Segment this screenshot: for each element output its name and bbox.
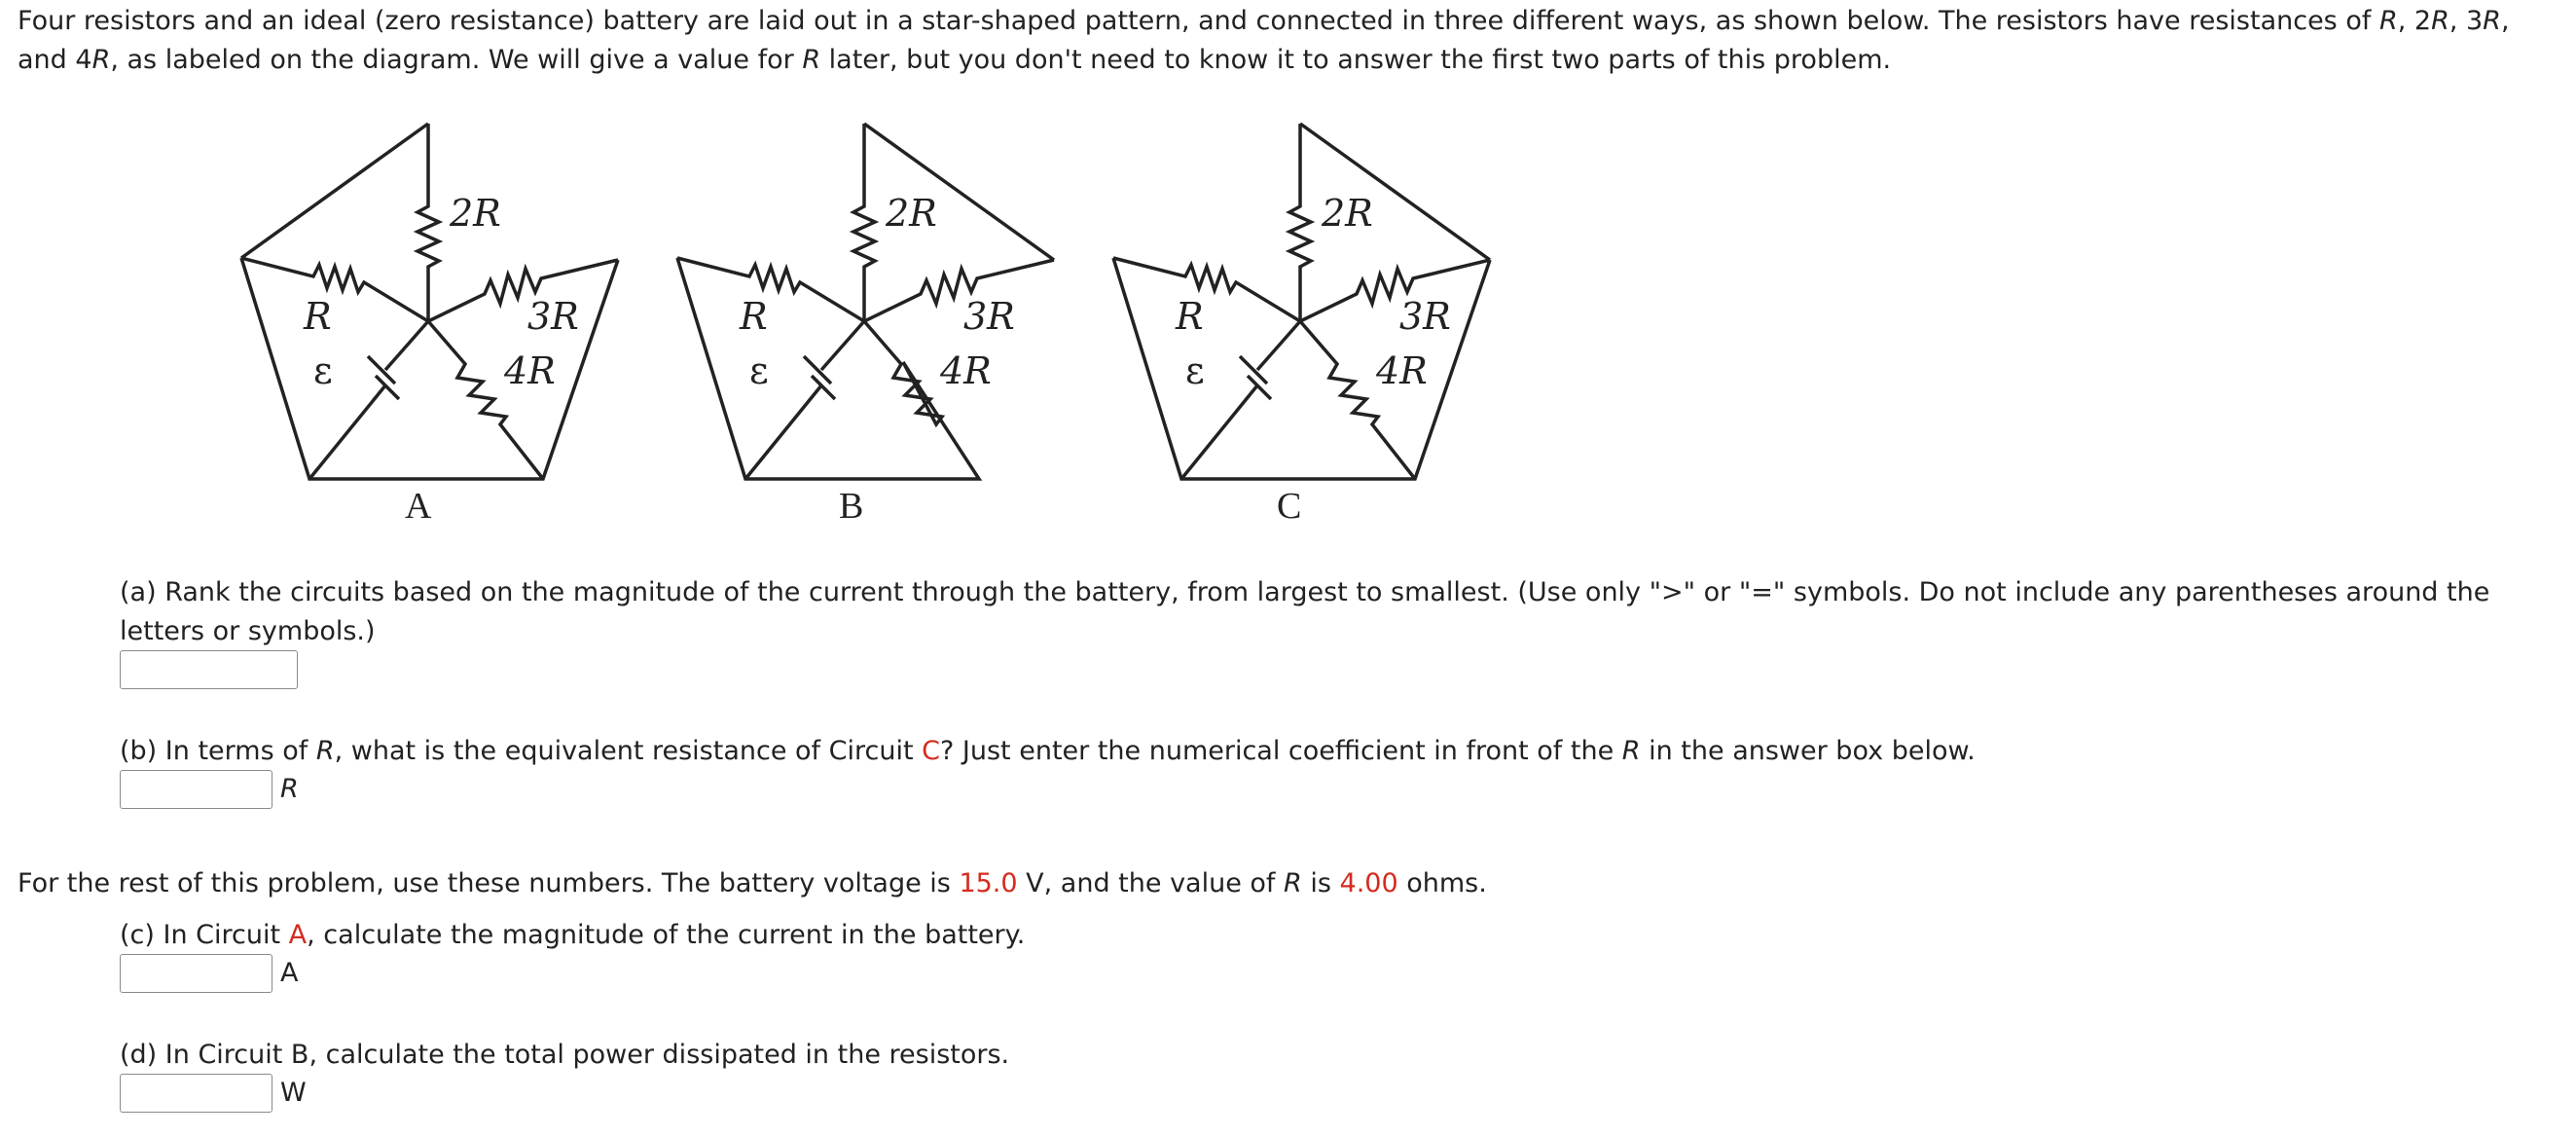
label-4r: 4R (1376, 349, 1428, 392)
part-a-question (120, 573, 2553, 651)
intro-sep: , 2 (2397, 6, 2432, 36)
part-c-question (120, 916, 1025, 955)
part-b-text: in the answer box below. (1640, 736, 1976, 766)
label-2r: 2R (886, 192, 937, 235)
intro-text-1: Four resistors and an ideal (zero resistance) battery are laid out in a star-shaped pattern, and connected in three different ways, as shown below. The resistors have resistances of (18, 6, 2379, 36)
part-c-text: , calculate the magnitude of the current in the battery. (307, 920, 1026, 950)
label-emf: ε (749, 349, 769, 392)
intro-sep: , and 4 (18, 6, 2510, 75)
circuit-label-a: A (405, 486, 432, 527)
label-r: R (1176, 295, 1204, 338)
intro-r: R (802, 45, 821, 75)
given-text: V, and the value of (1017, 868, 1285, 898)
given-values (18, 864, 1487, 903)
label-2r: 2R (450, 192, 501, 235)
part-c-answer-input[interactable] (120, 954, 272, 993)
intro-r: R (2431, 6, 2449, 36)
label-4r: 4R (504, 349, 556, 392)
label-3r: 3R (963, 295, 1015, 338)
label-emf: ε (313, 349, 333, 392)
intro-r: R (2378, 6, 2398, 36)
given-text: ohms. (1397, 868, 1487, 898)
part-c-circuit: A (288, 920, 308, 950)
part-b-r: R (1621, 736, 1641, 766)
part-b-unit: R (280, 774, 299, 804)
given-text: For the rest of this problem, use these numbers. The battery voltage is (18, 868, 960, 898)
circuit-label-b: B (839, 486, 864, 527)
part-b-circuit: C (922, 736, 940, 766)
label-3r: 3R (1399, 295, 1451, 338)
label-r: R (304, 295, 332, 338)
intro-r: R (2483, 6, 2501, 36)
part-b-text: , what is the equivalent resistance of Circuit (334, 736, 923, 766)
battery-voltage: 15.0 (959, 868, 1018, 898)
label-r: R (740, 295, 768, 338)
label-emf: ε (1185, 349, 1205, 392)
label-4r: 4R (940, 349, 992, 392)
part-b-question (120, 732, 1976, 771)
intro-text-3: later, but you don't need to know it to answer the first two parts of this problem. (820, 45, 1892, 75)
label-3r: 3R (527, 295, 579, 338)
part-b-answer-input[interactable] (120, 770, 272, 809)
part-d-text: (d) In Circuit B, calculate the total power dissipated in the resistors. (120, 1040, 1010, 1070)
label-2r: 2R (1322, 192, 1373, 235)
part-a-answer-input[interactable] (120, 650, 298, 689)
part-c-text: (c) In Circuit (120, 920, 289, 950)
part-d-answer-input[interactable] (120, 1074, 272, 1113)
part-b-r: R (315, 736, 335, 766)
given-text: is (1301, 868, 1340, 898)
part-c-unit: A (280, 958, 299, 988)
part-b-text: ? Just enter the numerical coefficient in front of the (940, 736, 1622, 766)
circuit-label-c: C (1277, 486, 1302, 527)
part-d-question (120, 1036, 1009, 1075)
given-r: R (1284, 868, 1302, 898)
problem-intro (18, 2, 2562, 80)
part-d-unit: W (280, 1078, 307, 1108)
intro-sep: , 3 (2449, 6, 2484, 36)
part-a-text: (a) Rank the circuits based on the magnitude of the current through the battery, from largest to smallest. (Use only ">" or "=" symbols. Do not include any parentheses around the letters or symbols.) (120, 577, 2490, 646)
circuit-diagrams (224, 109, 1528, 537)
intro-text-2: , as labeled on the diagram. We will give a value for (110, 45, 803, 75)
r-value: 4.00 (1339, 868, 1398, 898)
part-b-text: (b) In terms of (120, 736, 316, 766)
intro-r: R (91, 45, 111, 75)
